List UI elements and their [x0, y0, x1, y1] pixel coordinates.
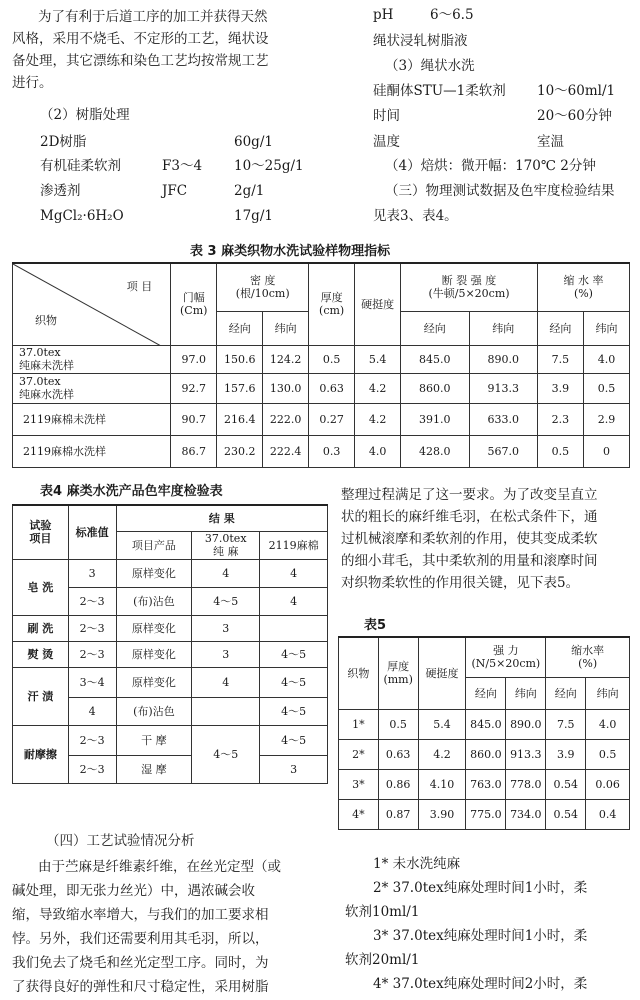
table3-row-name: 2119麻棉水洗样 [13, 435, 171, 467]
table4-header-standard: 标准值 [68, 505, 116, 559]
cell: 913.3 [506, 739, 546, 769]
cell: 4～5 [260, 697, 328, 725]
table-row [13, 667, 328, 697]
cell: 97.0 [171, 345, 217, 373]
resin-code: F3～4 [162, 158, 203, 174]
table3-header-density: 密 度 (根/10cm) [217, 263, 309, 311]
intro-line: 为了有利于后道工序的加工并获得天然 [38, 9, 268, 25]
table-row [13, 615, 328, 641]
cell: 4～5 [260, 667, 328, 697]
cell: 5.4 [355, 345, 401, 373]
note-line: 1* 未水洗纯麻 [373, 856, 461, 872]
cell: 5.4 [418, 709, 466, 739]
cell: (布)沾色 [116, 587, 192, 615]
table5-header-shrinkage: 缩水率 (%) [546, 637, 630, 677]
cell: 3～4 [68, 667, 116, 697]
table5-header-strength: 强 力 (N/5×20cm) [466, 637, 546, 677]
wash-label: 温度 [373, 134, 400, 150]
table4-test: 汗 渍 [13, 667, 69, 725]
table3-row-name: 2119麻棉未洗样 [13, 403, 171, 435]
table-row [13, 345, 630, 373]
section-four-heading: （四）工艺试验情况分析 [46, 833, 195, 849]
table5-header-thickness: 厚度 (mm) [378, 637, 418, 709]
cell: 860.0 [401, 373, 469, 403]
note-line: 4* 37.0tex纯麻处理时间2小时，柔 [373, 976, 588, 992]
see-tables: 见表3、表4。 [373, 208, 458, 224]
cell: 4 [260, 559, 328, 587]
note-line: 3* 37.0tex纯麻处理时间1小时，柔 [373, 928, 588, 944]
cell: 2～3 [68, 755, 116, 783]
diagonal-line [13, 264, 161, 346]
table3-header-weft: 纬向 [469, 311, 537, 345]
wash-value: 10～60ml/1 [537, 83, 616, 99]
cell: 4～5 [192, 725, 260, 783]
resin-value: 60g/1 [234, 134, 273, 150]
cell: 775.0 [466, 799, 506, 829]
cell: 0.86 [378, 769, 418, 799]
paragraph-line: 我们免去了烧毛和丝光定型工序。同时，为 [12, 955, 269, 971]
table-row [13, 725, 328, 755]
cell: 3 [192, 615, 260, 641]
cell: 4.0 [586, 709, 630, 739]
note-line: 2* 37.0tex纯麻处理时间1小时，柔 [373, 880, 588, 896]
cell: 4 [192, 559, 260, 587]
cell: 0.63 [309, 373, 355, 403]
cell: 845.0 [401, 345, 469, 373]
process-line: 绳状浸轧树脂液 [373, 33, 468, 49]
paragraph-line: 缩，导致缩水率增大，与我们的加工要求相 [12, 907, 269, 923]
paragraph-line: 悖。另外，我们还需要利用其毛羽，所以， [12, 931, 269, 947]
resin-row: 2D树脂 [40, 134, 87, 150]
cell: 734.0 [506, 799, 546, 829]
cell: 3* [339, 769, 379, 799]
resin-value: 17g/1 [234, 208, 273, 224]
cell: 567.0 [469, 435, 537, 467]
table5-header-warp: 经向 [466, 677, 506, 709]
table3-header-weft: 纬向 [263, 311, 309, 345]
table3-header-stiffness: 硬挺度 [355, 263, 401, 345]
cell: 3 [68, 559, 116, 587]
cell: 0.5 [586, 739, 630, 769]
table4-header-product: 项目产品 [116, 531, 192, 559]
note-line: 软剂10ml/1 [345, 904, 420, 920]
ph-label: pH [373, 7, 394, 23]
table3-row-name: 37.0tex 纯麻水洗样 [13, 373, 171, 403]
table-row [13, 435, 630, 467]
paragraph-line: 了获得良好的弹性和尺寸稳定性，采用树脂 [12, 979, 269, 995]
paragraph-line: 整理过程满足了这一要求。为了改变呈直立 [341, 487, 598, 503]
wash-value: 20～60分钟 [537, 108, 612, 124]
table-row [339, 769, 630, 799]
cell: 0.5 [537, 435, 583, 467]
cell: 2.9 [583, 403, 629, 435]
paragraph-line: 状的粗长的麻纤维毛羽，在松式条件下，通 [341, 509, 598, 525]
table3-header-warp: 经向 [401, 311, 469, 345]
resin-value: 10～25g/1 [234, 158, 304, 174]
cell: 0.06 [586, 769, 630, 799]
cell [260, 615, 328, 641]
cell: (布)沾色 [116, 697, 192, 725]
cell: 860.0 [466, 739, 506, 769]
cell: 763.0 [466, 769, 506, 799]
cell: 0.5 [309, 345, 355, 373]
table3-header-shrinkage: 缩 水 率 (%) [537, 263, 629, 311]
paragraph-line: 过机械滚摩和柔软剂的作用，使其变成柔软 [341, 531, 598, 547]
cell: 2～3 [68, 587, 116, 615]
cell: 2～3 [68, 615, 116, 641]
table3-header-weft: 纬向 [583, 311, 629, 345]
table3-corner-cell [13, 263, 171, 345]
cell: 2～3 [68, 725, 116, 755]
table4-test: 耐摩擦 [13, 725, 69, 783]
cell: 0 [583, 435, 629, 467]
cell: 4* [339, 799, 379, 829]
ph-value: 6～6.5 [430, 7, 474, 23]
table3 [12, 262, 630, 468]
cell: 3.90 [418, 799, 466, 829]
intro-line: 进行。 [12, 75, 53, 91]
cell: 3 [192, 641, 260, 667]
table-row [13, 641, 328, 667]
table4-test: 刷 洗 [13, 615, 69, 641]
paragraph-line: 碱处理，即无张力丝光）中，遇浓碱会收 [12, 883, 255, 899]
right-paragraph [341, 484, 598, 594]
table3-header-fabric: 织物 [35, 314, 57, 327]
table5-header-weft: 纬向 [506, 677, 546, 709]
cell: 130.0 [263, 373, 309, 403]
cell: 2* [339, 739, 379, 769]
cell: 90.7 [171, 403, 217, 435]
cell: 7.5 [546, 709, 586, 739]
cell: 913.3 [469, 373, 537, 403]
cell: 0.3 [309, 435, 355, 467]
cell [192, 697, 260, 725]
table5-header-warp: 经向 [546, 677, 586, 709]
section-three-heading: （三）物理测试数据及色牢度检验结果 [385, 183, 615, 199]
table3-caption: 表 3 麻类织物水洗试验样物理指标 [190, 244, 391, 259]
cell: 150.6 [217, 345, 263, 373]
table-row [339, 799, 630, 829]
table4-header-blend: 2119麻棉 [260, 531, 328, 559]
cell: 4.0 [355, 435, 401, 467]
table-row [339, 739, 630, 769]
cell: 0.54 [546, 769, 586, 799]
paragraph-line: 的细小茸毛，其中柔软剂的用量和滚摩时间 [341, 553, 598, 569]
cell: 4.2 [418, 739, 466, 769]
cell: 86.7 [171, 435, 217, 467]
wash-label: 时间 [373, 108, 400, 124]
cell: 845.0 [466, 709, 506, 739]
cell: 原样变化 [116, 559, 192, 587]
table3-row-name: 37.0tex 纯麻未洗样 [13, 345, 171, 373]
cell: 4～5 [260, 641, 328, 667]
table5 [338, 636, 630, 830]
resin-value: 2g/1 [234, 183, 265, 199]
table3-header-warp: 经向 [537, 311, 583, 345]
table3-header-width: 门幅 (Cm) [171, 263, 217, 345]
table4-caption: 表4 麻类水洗产品色牢度检验表 [40, 484, 223, 499]
cell: 0.5 [583, 373, 629, 403]
table-row [339, 709, 630, 739]
bake-line: （4）焙烘：微开幅：170℃ 2分钟 [385, 158, 596, 174]
cell: 0.54 [546, 799, 586, 829]
table3-header-thickness: 厚度 (cm) [309, 263, 355, 345]
cell: 778.0 [506, 769, 546, 799]
cell: 2.3 [537, 403, 583, 435]
table4-test: 熨 烫 [13, 641, 69, 667]
cell: 4～5 [260, 725, 328, 755]
table-row [13, 403, 630, 435]
cell: 633.0 [469, 403, 537, 435]
resin-name: 渗透剂 [40, 183, 81, 199]
paragraph-line: 由于苎麻是纤维素纤维，在丝光定型（或 [38, 859, 281, 875]
wash-value: 室温 [537, 134, 564, 150]
intro-line: 风格，采用不烧毛、不定形的工艺，绳状设 [12, 31, 269, 47]
wash-title: （3）绳状水洗 [385, 58, 475, 74]
cell: 428.0 [401, 435, 469, 467]
analysis-paragraph [12, 855, 281, 999]
cell: 4.0 [583, 345, 629, 373]
cell: 391.0 [401, 403, 469, 435]
cell: 4～5 [192, 587, 260, 615]
cell: 157.6 [217, 373, 263, 403]
cell: 原样变化 [116, 615, 192, 641]
cell: 2～3 [68, 641, 116, 667]
table-row [13, 373, 630, 403]
resin-name: 有机硅柔软剂 [40, 158, 121, 174]
table3-header-warp: 经向 [217, 311, 263, 345]
cell: 222.0 [263, 403, 309, 435]
cell: 890.0 [506, 709, 546, 739]
table5-caption: 表5 [364, 618, 387, 633]
note-line: 软剂20ml/1 [345, 952, 420, 968]
cell: 原样变化 [116, 641, 192, 667]
cell: 0.63 [378, 739, 418, 769]
cell: 1* [339, 709, 379, 739]
table3-header-item: 项 目 [126, 280, 153, 293]
table4-header-test: 试验 项目 [13, 505, 69, 559]
cell: 3.9 [546, 739, 586, 769]
cell: 230.2 [217, 435, 263, 467]
cell: 92.7 [171, 373, 217, 403]
cell: 4 [192, 667, 260, 697]
cell: 0.87 [378, 799, 418, 829]
table4-header-result: 结 果 [116, 505, 327, 531]
cell: 222.4 [263, 435, 309, 467]
table4-header-pure: 37.0tex 纯 麻 [192, 531, 260, 559]
intro-paragraph [12, 6, 269, 94]
table3-header-strength: 断 裂 强 度 (牛顿/5×20cm) [401, 263, 538, 311]
cell: 3.9 [537, 373, 583, 403]
resin-name: MgCl₂·6H₂O [40, 208, 124, 224]
cell: 3 [260, 755, 328, 783]
cell: 890.0 [469, 345, 537, 373]
cell: 湿 摩 [116, 755, 192, 783]
cell: 4.10 [418, 769, 466, 799]
wash-label: 硅酮体STU—1柔软剂 [373, 83, 506, 99]
paragraph-line: 对织物柔软性的作用很关键，见下表5。 [341, 575, 580, 591]
cell: 4.2 [355, 403, 401, 435]
cell: 干 摩 [116, 725, 192, 755]
table5-header-fabric: 织物 [339, 637, 379, 709]
table5-notes [345, 852, 587, 996]
cell: 0.4 [586, 799, 630, 829]
cell: 4 [260, 587, 328, 615]
cell: 7.5 [537, 345, 583, 373]
table5-header-stiffness: 硬挺度 [418, 637, 466, 709]
table4-test: 皂 洗 [13, 559, 69, 615]
table4 [12, 504, 328, 784]
resin-title: （2）树脂处理 [40, 107, 130, 123]
cell: 0.5 [378, 709, 418, 739]
cell: 0.27 [309, 403, 355, 435]
cell: 124.2 [263, 345, 309, 373]
table-row [13, 559, 328, 587]
cell: 216.4 [217, 403, 263, 435]
resin-code: JFC [162, 183, 188, 199]
cell: 4 [68, 697, 116, 725]
cell: 4.2 [355, 373, 401, 403]
cell: 原样变化 [116, 667, 192, 697]
intro-line: 备处理，其它漂练和染色工艺均按常规工艺 [12, 53, 269, 69]
table5-header-weft: 纬向 [586, 677, 630, 709]
